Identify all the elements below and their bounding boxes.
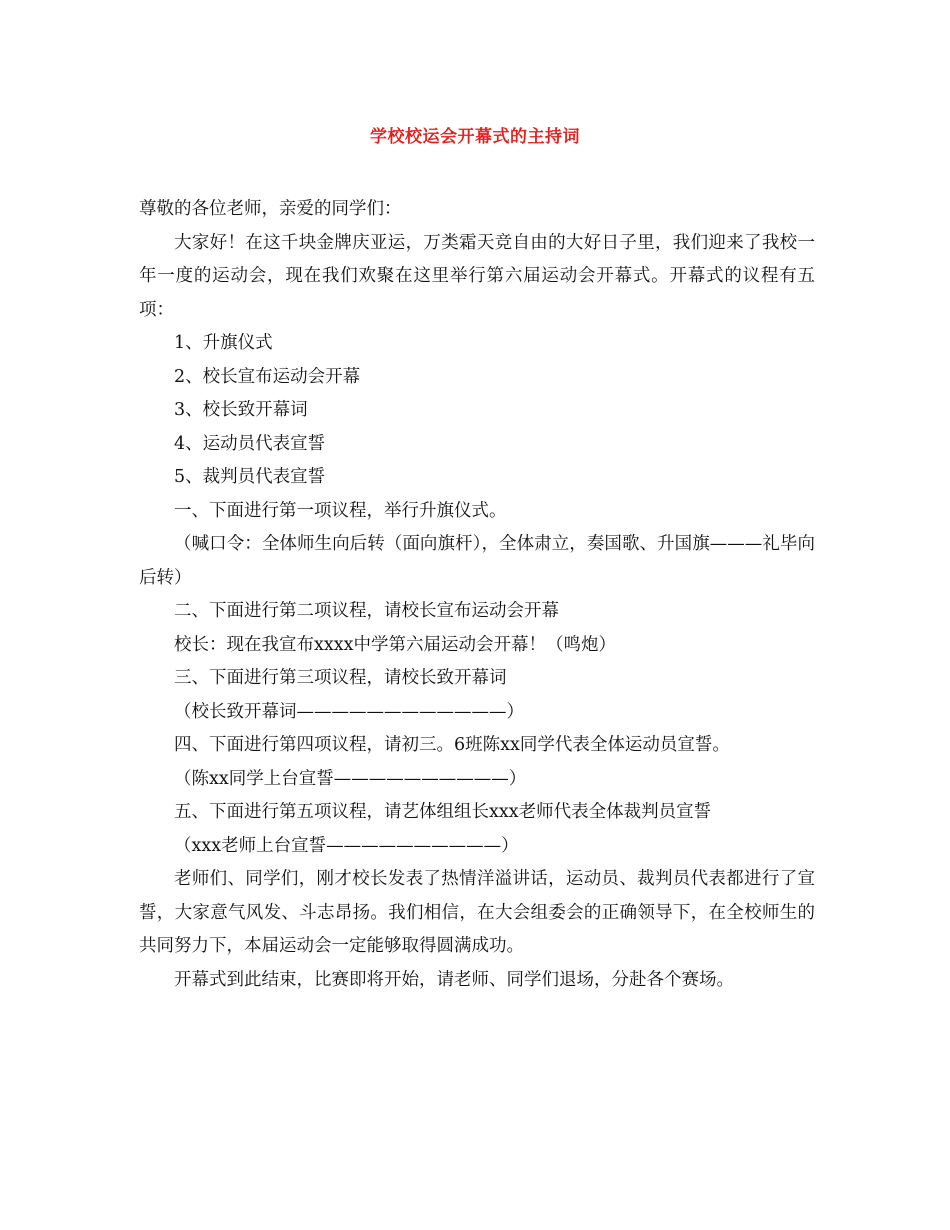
paragraph-step-1-note: （喊口令：全体师生向后转（面向旗杆），全体肃立，奏国歌、升国旗———礼毕向后转） — [139, 534, 815, 588]
paragraph-step-3: 三、下面进行第三项议程，请校长致开幕词 — [174, 668, 507, 688]
paragraph-step-5-note: （xxx老师上台宣誓——————————） — [174, 835, 519, 856]
paragraph-step-1: 一、下面进行第一项议程，举行升旗仪式。 — [174, 500, 507, 521]
document-body — [139, 193, 815, 997]
agenda-item-1: 1、升旗仪式 — [174, 333, 273, 353]
paragraph-step-2-note: 校长：现在我宣布xxxx中学第六届运动会开幕！（鸣炮） — [174, 634, 616, 655]
paragraph-summary: 老师们、同学们，刚才校长发表了热情洋溢讲话，运动员、裁判员代表都进行了宣誓，大家意气风发、斗志昂扬。我们相信，在大会组委会的正确领导下，在全校师生的共同努力下，本届运动会一定能够取得圆满成功。 — [139, 869, 815, 956]
agenda-item-2: 2、校长宣布运动会开幕 — [174, 366, 361, 387]
agenda-item-4: 4、运动员代表宣誓 — [174, 433, 326, 454]
paragraph-closing: 开幕式到此结束，比赛即将开始，请老师、同学们退场，分赴各个赛场。 — [174, 969, 734, 990]
paragraph-intro: 大家好！在这千块金牌庆亚运，万类霜天竞自由的大好日子里，我们迎来了我校一年一度的运动会，现在我们欢聚在这里举行第六届运动会开幕式。开幕式的议程有五项： — [139, 232, 815, 320]
salutation: 尊敬的各位老师，亲爱的同学们： — [139, 199, 402, 219]
document-title: 学校校运会开幕式的主持词 — [370, 127, 580, 147]
paragraph-step-2: 二、下面进行第二项议程，请校长宣布运动会开幕 — [174, 601, 559, 621]
paragraph-step-5: 五、下面进行第五项议程，请艺体组组长xxx老师代表全体裁判员宣誓 — [174, 802, 712, 822]
paragraph-step-3-note: （校长致开幕词————————————） — [174, 701, 524, 722]
paragraph-step-4: 四、下面进行第四项议程，请初三。6班陈xx同学代表全体运动员宣誓。 — [174, 735, 730, 755]
agenda-item-5: 5、裁判员代表宣誓 — [174, 467, 326, 487]
agenda-item-3: 3、校长致开幕词 — [174, 400, 308, 420]
paragraph-step-4-note: （陈xx同学上台宣誓——————————） — [174, 768, 527, 789]
